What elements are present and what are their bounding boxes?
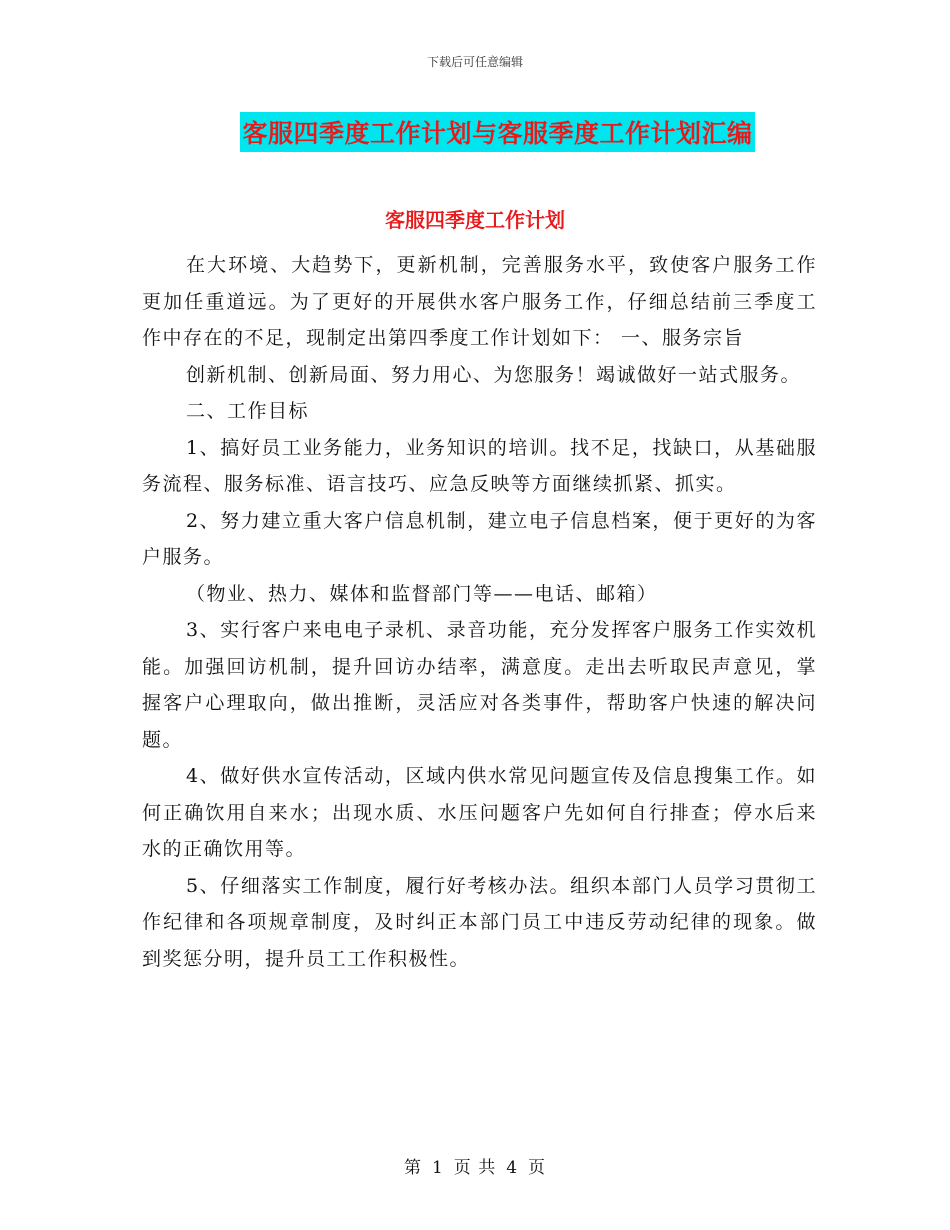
page-label-mid: 页 共 bbox=[453, 1158, 497, 1178]
paragraph: 2、努力建立重大客户信息机制，建立电子信息档案，便于更好的为客户服务。 bbox=[142, 509, 817, 568]
paragraph: 1、搞好员工业务能力，业务知识的培训。找不足，找缺口，从基础服务流程、服务标准、语言技巧、应急反映等方面继续抓紧、抓实。 bbox=[142, 436, 817, 495]
paragraph: 创新机制、创新局面、努力用心、为您服务！竭诚做好一站式服务。 bbox=[186, 363, 802, 386]
page-label-suffix: 页 bbox=[528, 1158, 547, 1178]
paragraph: 二、工作目标 bbox=[186, 400, 310, 422]
paragraph: 3、实行客户来电电子录机、录音功能，充分发挥客户服务工作实效机能。加强回访机制，提升回访办结率，满意度。走出去听取民声意见，掌握客户心理取向，做出推断，灵活应对各类事件，帮助客户快速的解决问题。 bbox=[142, 619, 817, 751]
page-footer bbox=[0, 1153, 950, 1178]
paragraph: 4、做好供水宣传活动，区域内供水常见问题宣传及信息搜集工作。如何正确饮用自来水；出现水质、水压问题客户先如何自行排查；停水后来水的正确饮用等。 bbox=[142, 765, 817, 860]
paragraph: （物业、热力、媒体和监督部门等——电话、邮箱） bbox=[186, 582, 658, 605]
section-title: 客服四季度工作计划 bbox=[385, 208, 565, 232]
page-total: 4 bbox=[506, 1158, 519, 1178]
page-label-prefix: 第 bbox=[403, 1158, 422, 1178]
paragraph: 5、仔细落实工作制度，履行好考核办法。组织本部门人员学习贯彻工作纪律和各项规章制度，及时纠正本部门员工中违反劳动纪律的现象。做到奖惩分明，提升员工工作积极性。 bbox=[142, 874, 817, 970]
document-title: 客服四季度工作计划与客服季度工作计划汇编 bbox=[240, 112, 754, 152]
paragraph: 在大环境、大趋势下，更新机制，完善服务水平，致使客户服务工作更加任重道远。为了更好的开展供水客户服务工作，仔细总结前三季度工作中存在的不足，现制定出第四季度工作计划如下： 一、服务宗旨 bbox=[142, 254, 817, 349]
page-current: 1 bbox=[431, 1158, 444, 1178]
document-body bbox=[142, 247, 817, 977]
header-note: 下载后可任意编辑 bbox=[426, 55, 523, 69]
document-title-wrapper bbox=[0, 112, 950, 152]
